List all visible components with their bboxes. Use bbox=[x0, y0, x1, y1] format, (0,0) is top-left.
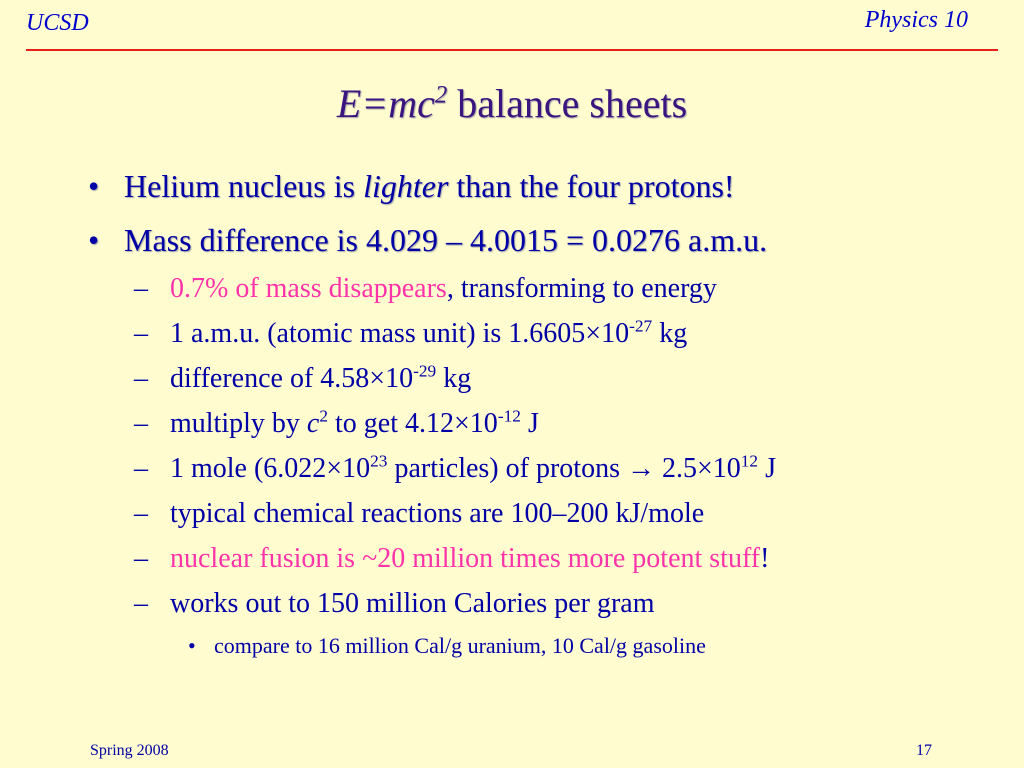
exponent: 2 bbox=[319, 406, 329, 426]
highlight-text: nuclear fusion is ~20 million times more potent stuff bbox=[170, 543, 761, 574]
sub-bullet-text: J bbox=[520, 408, 539, 439]
dash-icon: – bbox=[134, 273, 148, 304]
bullet-emphasis: lighter bbox=[363, 168, 449, 204]
header-divider bbox=[26, 49, 998, 51]
exponent: 23 bbox=[370, 451, 388, 471]
sub-bullet-text: 1 mole (6.022×10 bbox=[170, 453, 371, 484]
sub-sub-bullet-text: compare to 16 million Cal/g uranium, 10 Cal/g gasoline bbox=[214, 633, 706, 658]
dash-icon: – bbox=[134, 498, 148, 529]
sub-bullet-text: works out to 150 million Calories per gram bbox=[170, 588, 655, 619]
bullet-dot-icon: • bbox=[88, 168, 100, 204]
exponent: -27 bbox=[629, 316, 653, 336]
slide-title bbox=[0, 80, 1024, 127]
sub-bullet-text: kg bbox=[436, 363, 472, 394]
dash-icon: – bbox=[134, 543, 148, 574]
dash-icon: – bbox=[134, 363, 148, 394]
dash-icon: – bbox=[134, 453, 148, 484]
speed-of-light-symbol: c bbox=[306, 408, 320, 439]
slide-number: 17 bbox=[916, 742, 932, 759]
highlight-text: 0.7% of mass disappears bbox=[170, 273, 447, 304]
sub-bullet-text: kg bbox=[652, 318, 688, 349]
sub-bullet-text: to get 4.12×10 bbox=[328, 408, 498, 439]
sub-bullet-text: 1 a.m.u. (atomic mass unit) is 1.6605×10 bbox=[170, 318, 630, 349]
dash-icon: – bbox=[134, 318, 148, 349]
title-equation-exponent: 2 bbox=[434, 81, 448, 109]
bullet-text: Mass difference is 4.029 – 4.0015 = 0.0276 a.m.u. bbox=[124, 222, 768, 258]
bullet-dot-icon: • bbox=[188, 633, 196, 658]
sub-bullet-text: J bbox=[758, 453, 777, 484]
header-course-name: Physics 10 bbox=[864, 7, 968, 33]
sub-bullet-text: typical chemical reactions are 100–200 kJ/mole bbox=[170, 498, 705, 529]
sub-bullet-text: ! bbox=[760, 543, 770, 574]
exponent: -12 bbox=[497, 406, 521, 426]
exponent: 12 bbox=[740, 451, 759, 471]
dash-icon: – bbox=[134, 588, 148, 619]
bullet-dot-icon: • bbox=[88, 222, 100, 258]
header-course-org: UCSD bbox=[26, 10, 89, 36]
dash-icon: – bbox=[134, 408, 148, 439]
sub-bullet-text: particles) of protons → 2.5×10 bbox=[387, 453, 741, 484]
sub-bullet-text: multiply by bbox=[170, 408, 307, 439]
bullet-text: Helium nucleus is bbox=[124, 168, 364, 204]
title-text: balance sheets bbox=[447, 81, 688, 126]
footer-date: Spring 2008 bbox=[90, 742, 169, 759]
exponent: -29 bbox=[413, 361, 437, 381]
title-equation: E=mc bbox=[336, 81, 435, 126]
sub-bullet-text: , transforming to energy bbox=[446, 273, 717, 304]
bullet-text: than the four protons! bbox=[448, 168, 735, 204]
sub-bullet-text: difference of 4.58×10 bbox=[170, 363, 414, 394]
